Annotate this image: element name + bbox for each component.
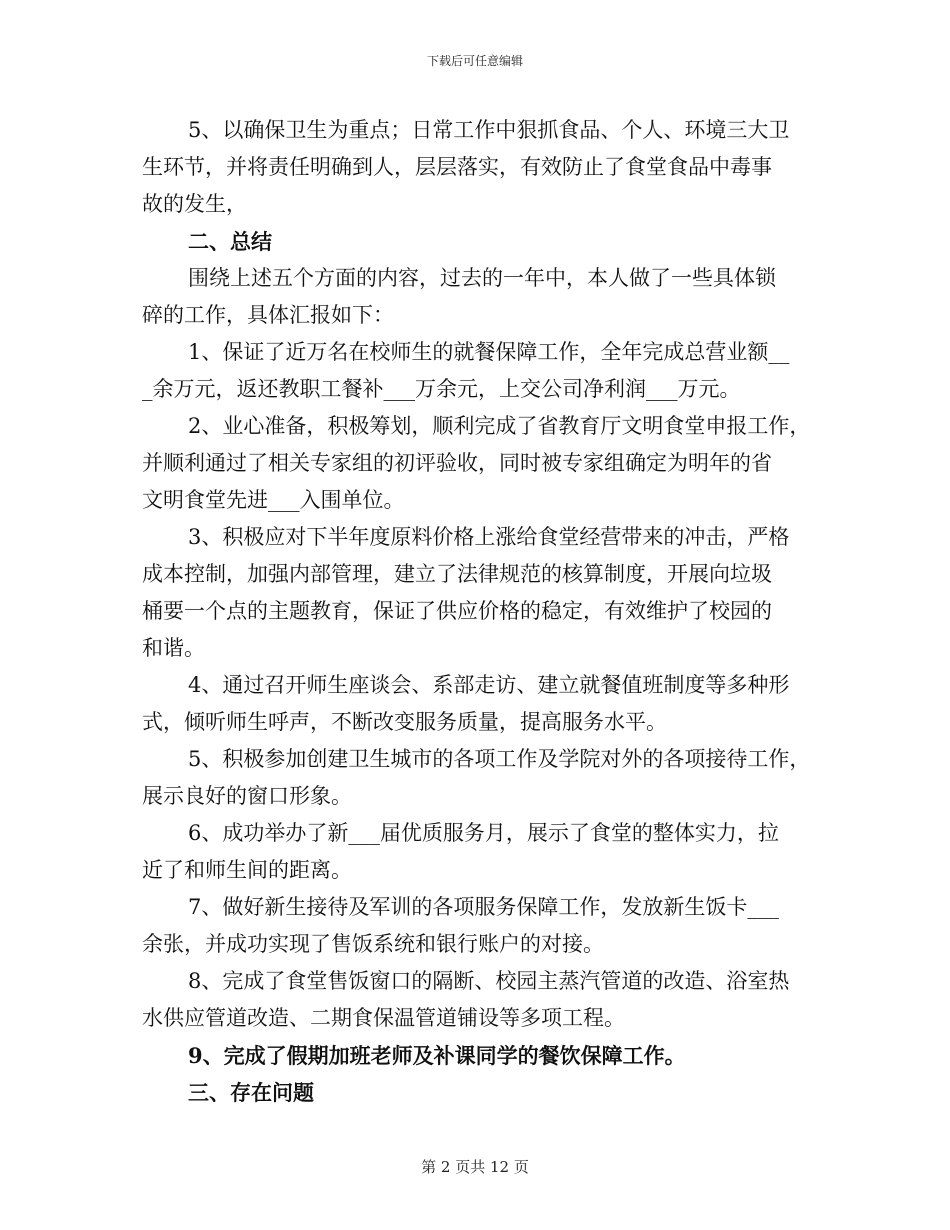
text-line: 文明食堂先进___入围单位。 [142, 488, 405, 512]
text-line: 式，倾听师生呼声，不断改变服务质量，提高服务水平。 [142, 710, 667, 734]
text-line: 5、积极参加创建卫生城市的各项工作及学院对外的各项接待工作， [188, 747, 811, 771]
text-line: 并顺利通过了相关专家组的初评验收，同时被专家组确定为明年的省 [142, 451, 772, 475]
text-line: 和谐。 [142, 636, 205, 660]
text-line: 桶要一个点的主题教育，保证了供应价格的稳定，有效维护了校园的 [142, 599, 772, 623]
text-line: 成本控制，加强内部管理，建立了法律规范的核算制度，开展向垃圾 [142, 562, 772, 586]
text-line: 9、完成了假期加班老师及补课同学的餐饮保障工作。 [188, 1043, 686, 1068]
text-line: 5、以确保卫生为重点；日常工作中狠抓食品、个人、环境三大卫 [188, 118, 790, 142]
paragraph-item6 [142, 815, 822, 889]
paragraph-summary-intro [142, 260, 822, 334]
text-line: 水供应管道改造、二期食保温管道铺设等多项工程。 [142, 1006, 625, 1030]
text-line: 生环节，并将责任明确到人，层层落实，有效防止了食堂食品中毒事 [142, 155, 772, 179]
section-heading-summary [142, 223, 822, 260]
document-body [142, 112, 822, 1111]
heading-text: 二、总结 [188, 229, 272, 254]
text-line: 8、完成了食堂售饭窗口的隔断、校园主蒸汽管道的改造、浴室热 [188, 969, 790, 993]
text-line: 6、成功举办了新___届优质服务月，展示了食堂的整体实力，拉 [188, 821, 779, 845]
text-line: _余万元，返还教职工餐补___万余元，上交公司净利润___万元。 [142, 377, 741, 401]
paragraph-item2 [142, 408, 822, 519]
text-line: 余张，并成功实现了售饭系统和银行账户的对接。 [142, 932, 604, 956]
text-line: 故的发生， [142, 192, 247, 216]
text-line: 展示良好的窗口形象。 [142, 784, 352, 808]
paragraph-item1 [142, 334, 822, 408]
text-line: 碎的工作，具体汇报如下： [142, 303, 394, 327]
text-line: 围绕上述五个方面的内容，过去的一年中，本人做了一些具体锁 [188, 266, 776, 290]
paragraph-item4 [142, 667, 822, 741]
heading-text: 三、存在问题 [188, 1080, 314, 1105]
text-line: 4、通过召开师生座谈会、系部走访、建立就餐值班制度等多种形 [188, 673, 790, 697]
page-header: 下载后可任意编辑 [426, 54, 523, 68]
text-line: 3、积极应对下半年度原料价格上涨给食堂经营带来的冲击，严格 [188, 525, 790, 549]
text-line: 7、做好新生接待及军训的各项服务保障工作，发放新生饭卡___ [188, 895, 779, 919]
paragraph-item5-hygiene [142, 112, 822, 223]
text-line: 近了和师生间的距离。 [142, 858, 352, 882]
text-line: 2、业心准备，积极筹划，顺利完成了省教育厅文明食堂申报工作， [188, 414, 811, 438]
paragraph-item3 [142, 519, 822, 667]
paragraph-item5 [142, 741, 822, 815]
paragraph-item8 [142, 963, 822, 1037]
paragraph-item9 [142, 1037, 822, 1074]
page-footer: 第 2 页共 12 页 [421, 1158, 529, 1176]
text-line: 1、保证了近万名在校师生的就餐保障工作，全年完成总营业额__ [188, 340, 790, 364]
paragraph-item7 [142, 889, 822, 963]
section-heading-problems [142, 1074, 822, 1111]
